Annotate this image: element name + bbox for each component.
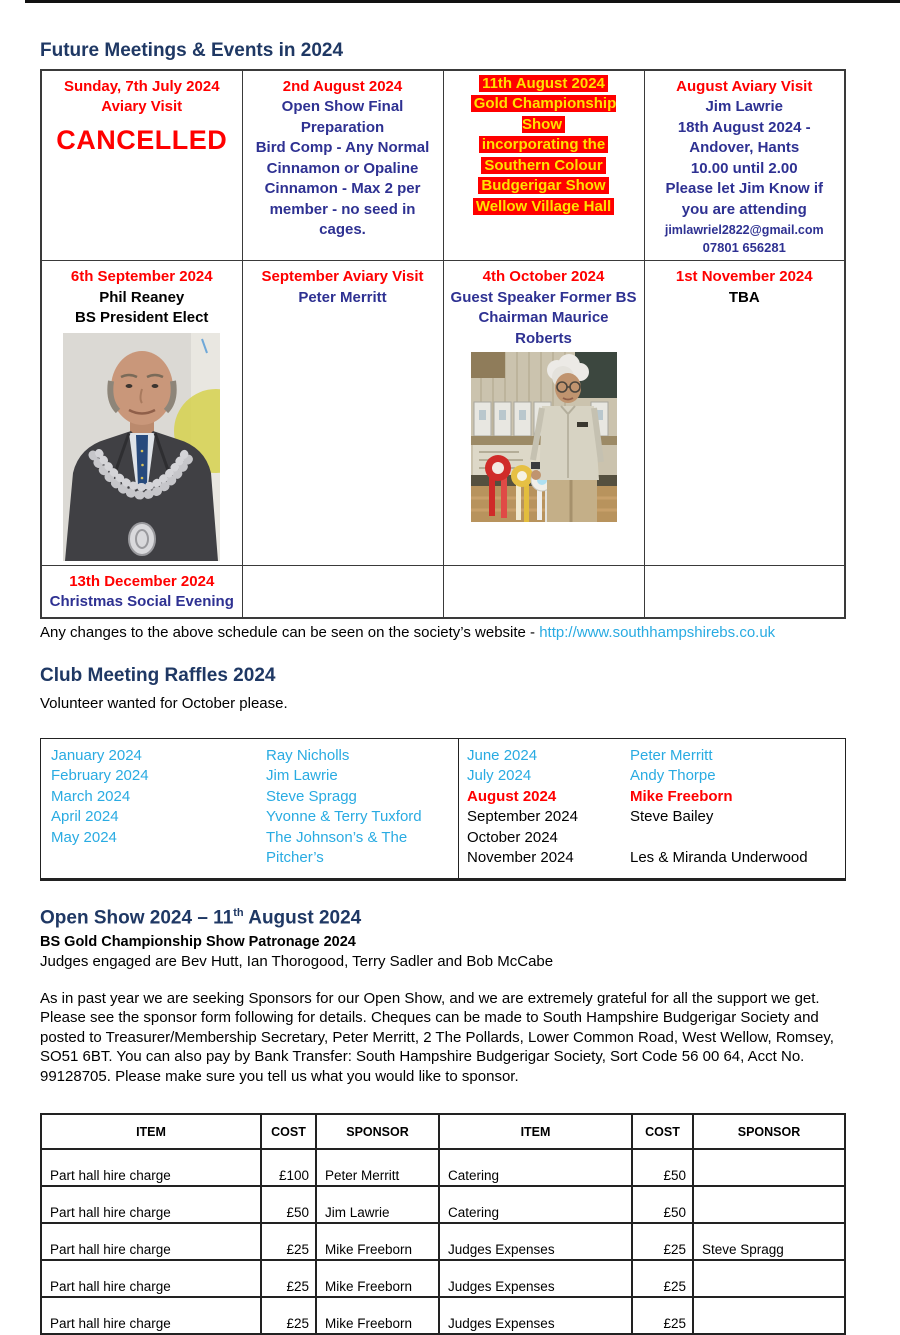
page-title: Future Meetings & Events in 2024: [40, 40, 344, 61]
raffle-month: March 2024: [51, 787, 131, 805]
col-header-cost: COST: [261, 1114, 316, 1149]
society-website-link[interactable]: http://www.southhampshirebs.co.uk: [539, 623, 776, 641]
events-table: [40, 69, 846, 619]
raffle-name: Andy Thorpe: [630, 767, 716, 785]
raffle-name: Jim Lawrie: [266, 767, 338, 785]
patronage-subheading: BS Gold Championship Show Patronage 2024: [40, 933, 356, 950]
cost-cell: £25: [632, 1297, 693, 1334]
sponsor-cell: [693, 1149, 845, 1186]
event-date: August Aviary Visit: [676, 77, 813, 95]
open-show-heading: [40, 907, 860, 929]
cost-cell: £25: [261, 1260, 316, 1297]
sponsor-paragraph: As in past year we are seeking Sponsors for our Open Show, and we are extremely grateful for all the support we get. Please see the sponsor form following for details. Cheques can be made to South Hampshire Budgerigar Society and posted to Treasurer/Membership Secretary, Peter Merritt, 2 The Pollards, Lower Common Road, West Wellow, Romsey, SO51 6BT. You can also pay by Bank Transfer: South Hampshire Budgerigar Society, Sort Code 56 00 64, Acct No. 99128705. Please make sure you tell us what you would like to sponsor.: [40, 989, 834, 1085]
sponsor-cell: Peter Merritt: [316, 1149, 439, 1186]
contact-email: jimlawriel2822@gmail.com: [664, 223, 824, 238]
event-line: 18th August 2024 - Andover, Hants: [677, 118, 811, 157]
schedule-note: [40, 624, 860, 641]
raffle-month: November 2024: [467, 849, 574, 867]
col-header-item: ITEM: [439, 1114, 632, 1149]
open-show-heading-text: August 2024: [243, 907, 362, 929]
event-line: BS President Elect: [75, 309, 209, 327]
raffle-name: Ray Nicholls: [266, 746, 350, 764]
raffle-table: [40, 738, 846, 881]
event-line: TBA: [728, 288, 760, 306]
sponsor-row: [41, 1223, 845, 1260]
raffle-month: February 2024: [51, 767, 149, 785]
cost-cell: £50: [632, 1186, 693, 1223]
col-header-item: ITEM: [41, 1114, 261, 1149]
highlight-line: incorporating the: [450, 135, 638, 156]
item-cell: Part hall hire charge: [41, 1186, 261, 1223]
raffles-heading: Club Meeting Raffles 2024: [40, 664, 276, 686]
sponsor-cell: Steve Spragg: [693, 1223, 845, 1260]
raffle-right-column: [459, 739, 845, 878]
cost-cell: £25: [632, 1260, 693, 1297]
judges-line: Judges engaged are Bev Hutt, Ian Thorogood, Terry Sadler and Bob McCabe: [40, 952, 554, 970]
sponsor-row: [41, 1149, 845, 1186]
raffle-left-column: [41, 739, 459, 878]
sponsor-cell: Mike Freeborn: [316, 1223, 439, 1260]
item-cell: Catering: [439, 1149, 632, 1186]
event-line: Bird Comp - Any Normal Cinnamon or Opaline Cinnamon - Max 2 per member - no seed in cages.: [255, 139, 430, 239]
cost-cell: £25: [261, 1297, 316, 1334]
raffle-name: Les & Miranda Underwood: [630, 849, 808, 867]
event-date: 13th December 2024: [69, 572, 215, 590]
event-cell-december: [41, 565, 242, 618]
raffle-name: The Johnson’s & The Pitcher’s: [266, 828, 408, 867]
event-cell-september: [41, 261, 242, 566]
raffle-month: September 2024: [467, 808, 578, 826]
raffle-month: June 2024: [467, 746, 538, 764]
event-line: 10.00 until 2.00: [690, 159, 798, 177]
event-cell-august-aviary: [644, 70, 845, 261]
event-date: 2nd August 2024: [282, 77, 403, 95]
raffle-month: May 2024: [51, 828, 117, 846]
cost-cell: £100: [261, 1149, 316, 1186]
event-line: Aviary Visit: [101, 98, 183, 116]
event-cell-august-2nd: [242, 70, 443, 261]
item-cell: Part hall hire charge: [41, 1260, 261, 1297]
event-line: Please let Jim Know if you are attending: [665, 180, 824, 218]
cost-cell: £25: [632, 1223, 693, 1260]
highlight-line: Wellow Village Hall: [450, 197, 638, 218]
sponsor-header-row: [41, 1114, 845, 1149]
highlight-line: Southern Colour: [450, 156, 638, 177]
sponsor-row: [41, 1186, 845, 1223]
raffle-name: Steve Spragg: [266, 787, 357, 805]
sponsor-cell: [693, 1186, 845, 1223]
raffles-note: Volunteer wanted for October please.: [40, 694, 288, 712]
event-person: Jim Lawrie: [705, 98, 784, 116]
raffle-name: Steve Bailey: [630, 808, 714, 826]
item-cell: Judges Expenses: [439, 1223, 632, 1260]
sponsor-cell: [693, 1297, 845, 1334]
event-date: 4th October 2024: [482, 268, 605, 286]
item-cell: Judges Expenses: [439, 1297, 632, 1334]
item-cell: Part hall hire charge: [41, 1223, 261, 1260]
event-cell-october: [443, 261, 644, 566]
sponsor-cell: [693, 1260, 845, 1297]
col-header-sponsor: SPONSOR: [316, 1114, 439, 1149]
event-line: Christmas Social Evening: [49, 593, 234, 611]
highlight-line: Budgerigar Show: [450, 176, 638, 197]
sponsor-row: [41, 1297, 845, 1334]
item-cell: Part hall hire charge: [41, 1149, 261, 1186]
maurice-roberts-photo: [471, 352, 617, 522]
raffle-month: April 2024: [51, 808, 119, 826]
highlight-line: 11th August 2024: [450, 74, 638, 95]
cancelled-label: CANCELLED: [56, 124, 228, 155]
schedule-note-text: Any changes to the above schedule can be seen on the society’s website -: [40, 623, 540, 641]
open-show-heading-text: Open Show 2024 – 11: [40, 907, 234, 929]
raffle-month: October 2024: [467, 828, 558, 846]
contact-phone: 07801 656281: [702, 240, 786, 256]
raffle-month: January 2024: [51, 746, 142, 764]
highlight-line: Gold Championship Show: [450, 94, 638, 135]
event-line: Open Show Final Preparation: [281, 98, 404, 136]
sponsor-cell: Mike Freeborn: [316, 1260, 439, 1297]
event-date: 6th September 2024: [70, 268, 213, 286]
item-cell: Catering: [439, 1186, 632, 1223]
phil-reaney-photo: [63, 333, 220, 561]
cost-cell: £50: [632, 1149, 693, 1186]
event-cell-august-11th: [443, 70, 644, 261]
event-person: Phil Reaney: [99, 288, 185, 306]
event-cell-july: [41, 70, 242, 261]
event-cell-september-aviary: [242, 261, 443, 566]
sponsor-cell: Mike Freeborn: [316, 1297, 439, 1334]
item-cell: Part hall hire charge: [41, 1297, 261, 1334]
empty-cell: [644, 565, 845, 618]
raffle-month: July 2024: [467, 767, 532, 785]
event-person: Peter Merritt: [298, 288, 387, 306]
cost-cell: £25: [261, 1223, 316, 1260]
event-date: September Aviary Visit: [261, 268, 424, 286]
empty-cell: [242, 565, 443, 618]
empty-cell: [443, 565, 644, 618]
page-edge-line: [25, 0, 900, 3]
col-header-cost: COST: [632, 1114, 693, 1149]
raffle-name: [630, 828, 841, 849]
raffle-name: Yvonne & Terry Tuxford: [266, 808, 422, 826]
event-cell-november: [644, 261, 845, 566]
raffle-name: Mike Freeborn: [630, 787, 733, 805]
sponsor-row: [41, 1260, 845, 1297]
item-cell: Judges Expenses: [439, 1260, 632, 1297]
event-date: 1st November 2024: [675, 268, 813, 286]
sponsor-table: [40, 1113, 846, 1335]
event-date: Sunday, 7th July 2024: [63, 77, 220, 95]
sponsor-cell: Jim Lawrie: [316, 1186, 439, 1223]
cost-cell: £50: [261, 1186, 316, 1223]
raffle-month: August 2024: [467, 787, 557, 805]
open-show-heading-sup: th: [233, 906, 244, 919]
col-header-sponsor: SPONSOR: [693, 1114, 845, 1149]
raffle-name: Peter Merritt: [630, 746, 713, 764]
event-line: Guest Speaker Former BS Chairman Maurice Roberts: [450, 288, 637, 347]
